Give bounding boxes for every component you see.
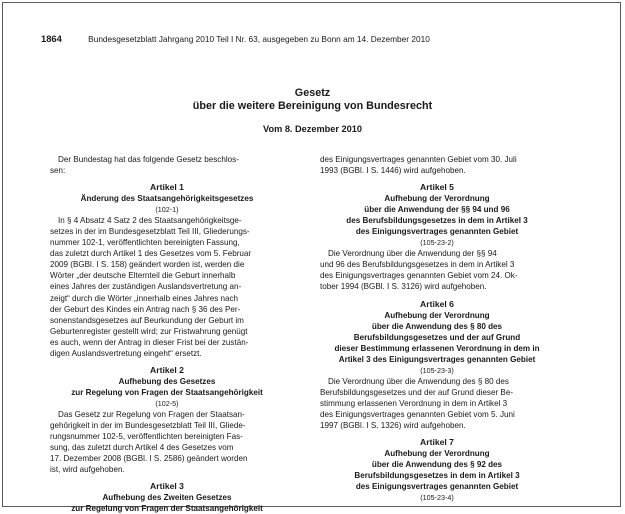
article-2-heading: Aufhebung des Gesetzes (118, 376, 216, 386)
right-column (320, 154, 554, 503)
page-header (41, 33, 560, 44)
article-2-line: gehörigkeit in der im Bundesgesetzblatt Teil III, Gliede- (50, 420, 246, 430)
left-column (50, 154, 284, 514)
article-1-line: In § 4 Absatz 4 Satz 2 des Staatsangehörigkeitsge- (58, 216, 242, 226)
article-1-line: sonenstandsgesetzes auf Beurkundung der Geburt im (50, 315, 244, 325)
article-6-line: Die Verordnung über die Anwendung des § 80 des (328, 376, 509, 386)
continuation-line: 1993 (BGBl. I S. 1446) wird aufgehoben. (320, 166, 466, 176)
article-5-ref: (105-23-2) (420, 238, 454, 248)
article-6-heading: Berufsbildungsgesetzes und der auf Grund (353, 332, 521, 342)
article-2-line: 17. Dezember 2008 (BGBl. I S. 2586) geändert worden (50, 454, 248, 464)
article-6-label: Artikel 6 (420, 298, 454, 309)
article-2-line: Das Gesetz zur Regelung von Fragen der Staatsan- (58, 409, 245, 419)
article-5-line: und 96 des Berufsbildungsgesetzes in dem in Artikel 3 (320, 260, 515, 270)
article-7-heading: Berufsbildungsgesetzes in dem in Artikel 3 (354, 471, 520, 481)
article-3-label: Artikel 3 (150, 481, 184, 492)
article-1-line: setzes in der im Bundesgesetzblatt Teil III, Gliederungs- (50, 227, 250, 237)
article-1-line: Geburtenregister gestellt wird; zur Fristwahrung genügt (50, 326, 248, 336)
article-2-label: Artikel 2 (150, 364, 184, 375)
article-5-heading: des Berufsbildungsgesetzes in dem in Artikel 3 (346, 216, 528, 226)
running-title: Bundesgesetzblatt Jahrgang 2010 Teil I Nr. 63, ausgegeben zu Bonn am 14. Dezember 2010 (88, 34, 430, 44)
article-3-heading: zur Regelung von Fragen der Staatsangehörigkeit (71, 504, 263, 514)
article-7-heading: des Einigungsvertrages genannten Gebiet (355, 482, 519, 492)
article-2-line: ist, wird aufgehoben. (50, 465, 125, 475)
article-3-heading: Aufhebung des Zweiten Gesetzes (102, 493, 232, 503)
article-2-heading: zur Regelung von Fragen der Staatsangehörigkeit (71, 387, 263, 397)
article-1-line: zeigt“ durch die Wörter „innerhalb eines Jahres nach (50, 293, 239, 303)
article-6-heading: über die Anwendung des § 80 des (371, 321, 503, 331)
article-5-heading: Aufhebung der Verordnung (384, 194, 490, 204)
article-6-line: des Einigungsvertrages genannten Gebiet vom 5. Juni (320, 409, 515, 419)
article-2-line: rungsnummer 102-5, veröffentlichten bereinigten Fas- (50, 432, 243, 442)
article-7-heading: Aufhebung der Verordnung (384, 449, 490, 459)
article-6-line: 1997 (BGBl. I S. 1326) wird aufgehoben. (320, 420, 466, 430)
article-1-ref: (102-1) (155, 205, 179, 215)
article-5-label: Artikel 5 (420, 182, 454, 193)
article-5-line: tober 1994 (BGBl. I S. 3126) wird aufgehoben. (320, 282, 487, 292)
article-6-line: Berufsbildungsgesetzes und der auf Grund dieser Be- (320, 387, 514, 397)
article-6-ref: (105-23-3) (420, 365, 454, 375)
article-5-heading: des Einigungsvertrages genannten Gebiet (355, 227, 519, 237)
article-1-line: 2009 (BGBl. I S. 158) geändert worden ist, werden die (50, 260, 245, 270)
article-6-line: stimmung erlassenen Verordnung in dem in Artikel 3 (320, 398, 508, 408)
article-2-ref: (102-5) (155, 398, 179, 408)
article-1-line: eines Jahres der zuständigen Auslandsvertretung an- (50, 282, 242, 292)
article-1-label: Artikel 1 (150, 182, 184, 193)
article-1-line: nummer 102-1, veröffentlichten bereinigten Fassung, (50, 238, 240, 248)
article-1-line: Wörter „der deutsche Elternteil die Geburt innerhalb (50, 271, 236, 281)
article-7-ref: (105-23-4) (420, 493, 454, 503)
article-1-line: das zuletzt durch Artikel 1 des Gesetzes vom 5. Februar (50, 249, 252, 259)
article-7-heading: über die Anwendung des § 92 des (371, 460, 503, 470)
article-2-line: sung, das zuletzt durch Artikel 4 des Gesetzes vom (50, 443, 234, 453)
article-5-line: Die Verordnung über die Anwendung der §§ 94 (328, 249, 497, 259)
intro-line: sen: (50, 166, 66, 176)
article-5-line: des Einigungsvertrages genannten Gebiet vom 24. Ok- (320, 271, 518, 281)
document-page (2, 2, 621, 514)
continuation-line: des Einigungsvertrages genannten Gebiet vom 30. Juli (320, 155, 517, 164)
article-6-heading: Aufhebung der Verordnung (384, 310, 490, 320)
law-title: Gesetz (294, 87, 331, 99)
article-1-line: es auch, wenn der Antrag in dieser Frist bei der zustän- (50, 337, 249, 347)
intro-line: Der Bundestag hat das folgende Gesetz beschlos- (58, 155, 239, 164)
article-5-heading: über die Anwendung der §§ 94 und 96 (364, 205, 510, 215)
law-title-block (3, 87, 622, 134)
article-6-heading: dieser Bestimmung erlassenen Verordnung in dem in (334, 343, 540, 353)
law-subtitle: über die weitere Bereinigung von Bundesrecht (192, 100, 433, 112)
article-1-line: digen Auslandsvertretung eingeht“ ersetzt. (50, 348, 202, 358)
article-6-heading: Artikel 3 des Einigungsvertrages genannten Gebiet (338, 354, 536, 364)
article-7-label: Artikel 7 (420, 437, 454, 448)
article-1-line: der Geburt des Kindes ein Antrag nach § 36 des Per- (50, 304, 241, 314)
page-number: 1864 (41, 33, 62, 44)
law-date: Vom 8. Dezember 2010 (263, 124, 362, 134)
article-1-heading: Änderung des Staatsangehörigkeitsgesetzes (80, 194, 254, 204)
